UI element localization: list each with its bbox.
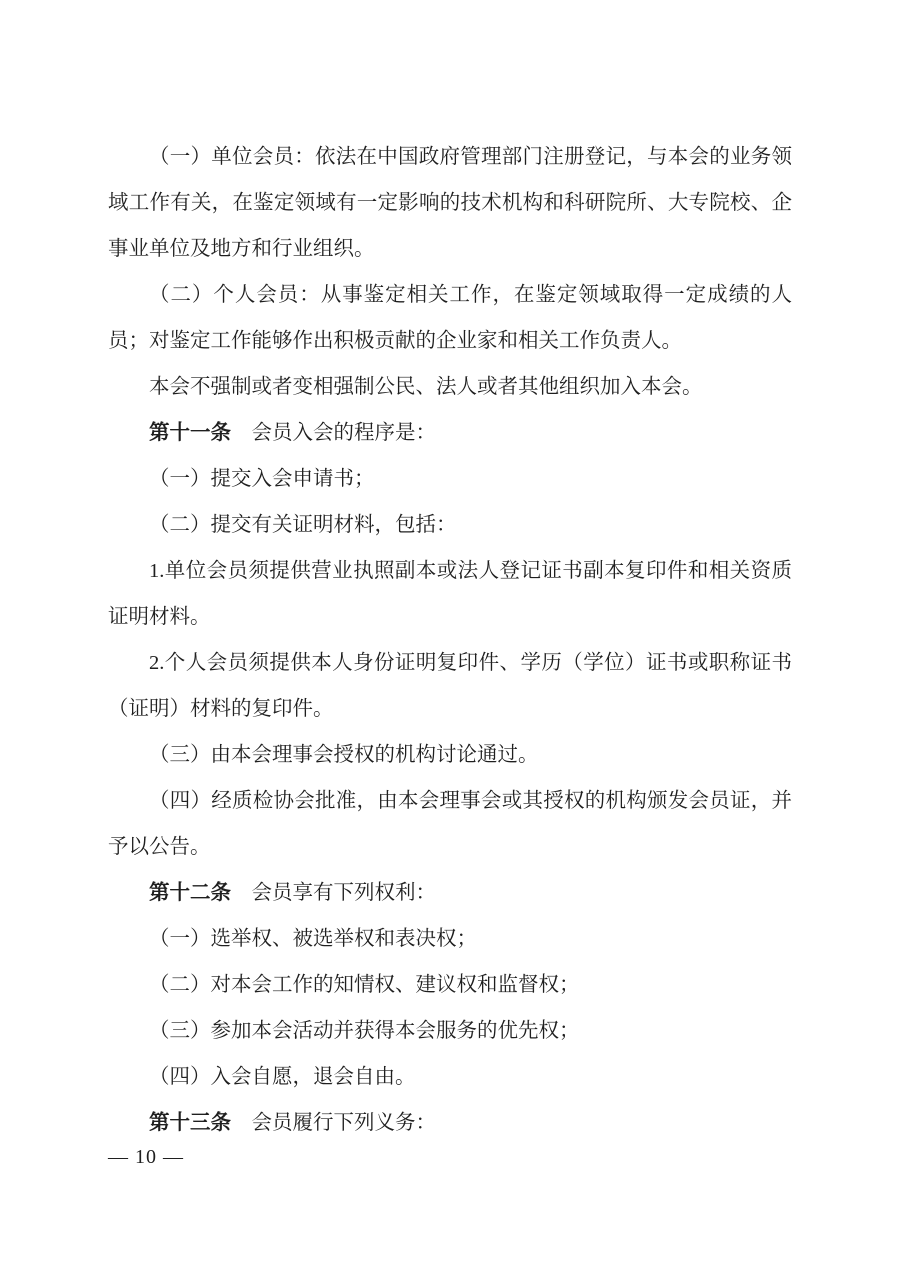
paragraph-text: 会员享有下列权利：: [231, 882, 436, 904]
paragraph: [108, 456, 792, 502]
page-body: [108, 134, 792, 1146]
paragraph-text: （四）经质检协会批准，由本会理事会或其授权的机构颁发会员证，并予以公告。: [108, 790, 792, 858]
paragraph-text: （三）参加本会活动并获得本会服务的优先权；: [149, 1020, 580, 1042]
paragraph-text: 1.单位会员须提供营业执照副本或法人登记证书副本复印件和相关资质证明材料。: [108, 560, 792, 628]
article-heading: 第十二条: [149, 882, 231, 904]
paragraph-text: 本会不强制或者变相强制公民、法人或者其他组织加入本会。: [149, 376, 703, 398]
paragraph: [108, 548, 792, 640]
paragraph-text: （一）选举权、被选举权和表决权；: [149, 928, 477, 950]
paragraph-text: 会员入会的程序是：: [231, 422, 436, 444]
page-number: — 10 —: [108, 1146, 184, 1168]
paragraph: [108, 962, 792, 1008]
article-paragraph: [108, 410, 792, 456]
article-heading: 第十一条: [149, 422, 231, 444]
article-heading: 第十三条: [149, 1112, 231, 1134]
article-paragraph: [108, 1100, 792, 1146]
paragraph: [108, 916, 792, 962]
paragraph-text: （一）单位会员：依法在中国政府管理部门注册登记，与本会的业务领域工作有关，在鉴定领域有一定影响的技术机构和科研院所、大专院校、企事业单位及地方和行业组织。: [108, 146, 792, 260]
paragraph-text: （三）由本会理事会授权的机构讨论通过。: [149, 744, 539, 766]
paragraph: [108, 778, 792, 870]
article-paragraph: [108, 870, 792, 916]
paragraph-text: （四）入会自愿，退会自由。: [149, 1066, 416, 1088]
paragraph: [108, 732, 792, 778]
paragraph: [108, 1054, 792, 1100]
paragraph: [108, 1008, 792, 1054]
paragraph-text: 会员履行下列义务：: [231, 1112, 436, 1134]
paragraph-text: （二）对本会工作的知情权、建议权和监督权；: [149, 974, 580, 996]
paragraph-text: （二）提交有关证明材料，包括：: [149, 514, 457, 536]
paragraph: [108, 134, 792, 272]
paragraph: [108, 272, 792, 364]
paragraph: [108, 640, 792, 732]
paragraph: [108, 364, 792, 410]
paragraph-text: （二）个人会员：从事鉴定相关工作，在鉴定领域取得一定成绩的人员；对鉴定工作能够作出积极贡献的企业家和相关工作负责人。: [108, 284, 792, 352]
paragraph-text: 2.个人会员须提供本人身份证明复印件、学历（学位）证书或职称证书（证明）材料的复印件。: [108, 652, 792, 720]
paragraph-text: （一）提交入会申请书；: [149, 468, 375, 490]
paragraph: [108, 502, 792, 548]
